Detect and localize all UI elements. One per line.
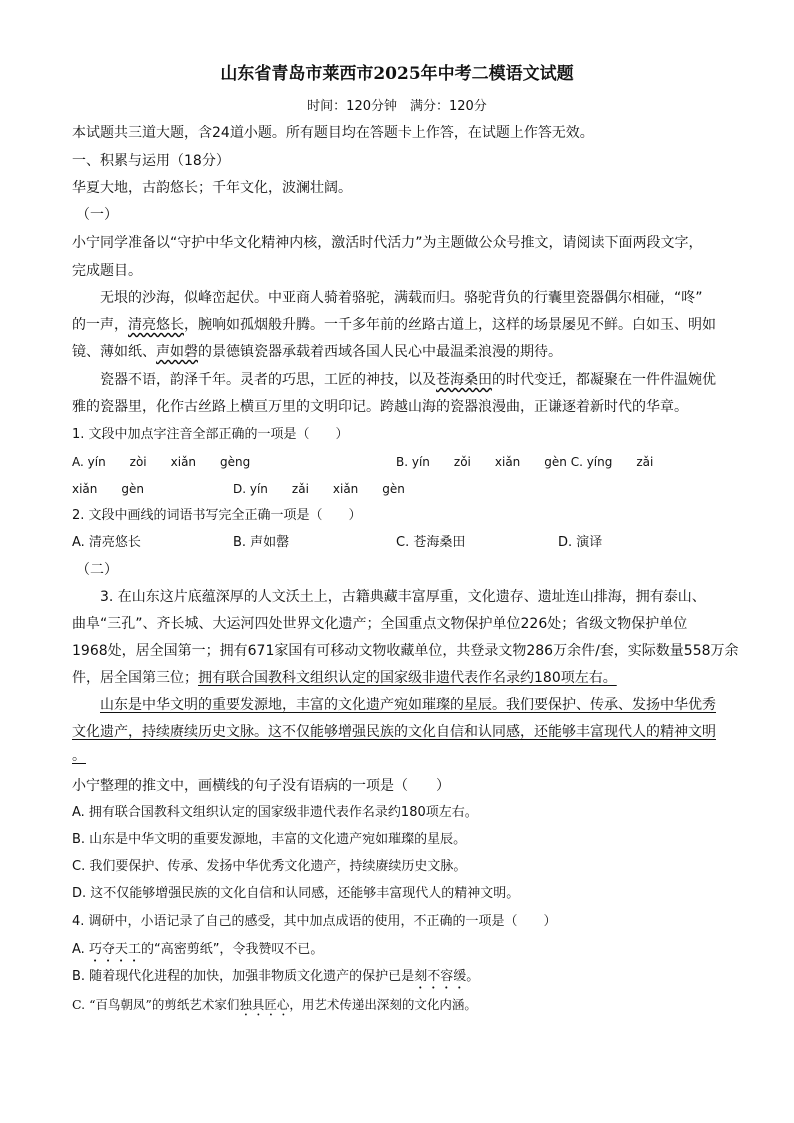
question-4-stem: 4. 调研中，小语记录了自己的感受，其中加点成语的使用，不正确的一项是（ ） bbox=[72, 914, 557, 929]
dotted-idiom: 独具匠心 bbox=[239, 997, 290, 1012]
passage-line: 曲阜“三孔”、齐长城、大运河四处世界文化遗产；全国重点文物保护单位226处；省级文物保护单位 bbox=[72, 616, 688, 632]
option-text: 。 bbox=[466, 969, 480, 984]
option-text: ，用艺术传递出深刻的文化内涵。 bbox=[289, 997, 477, 1012]
question-3-option-d: D. 这不仅能够增强民族的文化自信和认同感，还能够丰富现代人的精神文明。 bbox=[72, 886, 520, 901]
passage-text: ，腕响如孤烟般升腾。一千多年前的丝路古道上，这样的场景屡见不鲜。白如玉、明如 bbox=[184, 317, 716, 333]
part-label-1: （一） bbox=[76, 207, 118, 223]
dotted-idiom: 刻不容缓 bbox=[414, 969, 467, 984]
passage-line: 无垠的沙海，似峰峦起伏。中亚商人骑着骆驼，满载而归。骆驼背负的行囊里瓷器偶尔相碰，“咚” bbox=[100, 290, 703, 306]
underlined-sentence: 。 bbox=[72, 748, 86, 764]
question-1-stem: 1. 文段中加点字注音全部正确的一项是（ ） bbox=[72, 427, 349, 442]
page-title: 山东省青岛市莱西市2025年中考二模语文试题 bbox=[220, 64, 574, 84]
passage-line: 1968处，居全国第一；拥有671家国有可移动文物收藏单位，共登录文物286万余件/套，实际数量558万余 bbox=[72, 643, 739, 659]
passage-text: 的一声， bbox=[72, 317, 128, 333]
question-3-stem: 小宁整理的推文中，画横线的句子没有语病的一项是（ ） bbox=[72, 778, 450, 794]
question-2-option-d: D. 演译 bbox=[558, 535, 603, 550]
option-text: A. bbox=[72, 942, 89, 957]
passage-line bbox=[100, 695, 750, 715]
section-heading: 一、积累与运用（18分） bbox=[72, 153, 230, 169]
question-2-stem: 2. 文段中画线的词语书写完全正确一项是（ ） bbox=[72, 508, 362, 523]
passage-text: 的景德镇瓷器承载着西域各国人民心中最温柔浪漫的期待。 bbox=[198, 344, 562, 360]
passage-line bbox=[72, 315, 722, 335]
underlined-sentence: 这不仅能够增强民族的文化自信和认同感，还能够丰富现代人的精神文明 bbox=[268, 724, 716, 740]
underlined-word: 声如磬 bbox=[156, 344, 198, 360]
question-3-option-b: B. 山东是中华文明的重要发源地，丰富的文化遗产宛如璀璨的星辰。 bbox=[72, 832, 467, 847]
task-line-2: 完成题目。 bbox=[72, 263, 142, 279]
passage-line bbox=[72, 342, 722, 362]
question-1-option-c-cont: xiǎn gèn bbox=[72, 482, 145, 496]
question-1-option-a: A. yín zòi xiǎn gèng bbox=[72, 455, 251, 469]
underlined-word: 清亮悠长 bbox=[128, 317, 184, 333]
question-4-option-a bbox=[72, 940, 722, 965]
question-3-option-c: C. 我们要保护、传承、发扬中华优秀文化遗产，持续赓续历史文脉。 bbox=[72, 859, 467, 874]
question-2-option-c: C. 苍海桑田 bbox=[396, 535, 466, 550]
question-2-option-b: B. 声如罄 bbox=[233, 535, 290, 550]
underlined-word: 苍海桑田 bbox=[436, 372, 492, 388]
passage-text: 件，居全国第三位； bbox=[72, 670, 198, 686]
exam-time-info: 时间：120分钟 满分：120分 bbox=[307, 99, 487, 114]
passage-text: 瓷器不语，韵泽千年。灵者的巧思，工匠的神技，以及 bbox=[100, 372, 436, 388]
underlined-sentence: 山东是中华文明的重要发源地，丰富的文化遗产宛如璀璨的星辰。我们要保护、传承、发扬中华优秀 bbox=[100, 697, 716, 713]
task-line-1: 小宁同学准备以“守护中华文化精神内核，激活时代活力”为主题做公众号推文，请阅读下面两段文字， bbox=[72, 235, 703, 251]
passage-line bbox=[72, 722, 722, 742]
question-4-option-c bbox=[72, 995, 722, 1019]
option-text: B. 随着现代化进程的加快，加强非物质文化遗产的保护已是 bbox=[72, 969, 415, 984]
exam-instructions: 本试题共三道大题，含24道小题。所有题目均在答题卡上作答，在试题上作答无效。 bbox=[72, 125, 594, 141]
question-4-option-b bbox=[72, 967, 722, 992]
underlined-sentence: 文化遗产，持续赓续历史文脉。 bbox=[72, 724, 268, 740]
part-label-2: （二） bbox=[76, 562, 118, 578]
passage-line bbox=[72, 746, 722, 766]
question-2-option-a: A. 清亮悠长 bbox=[72, 535, 141, 550]
option-text: 的“高密剪纸”，令我赞叹不已。 bbox=[140, 942, 324, 957]
section-theme: 华夏大地，古韵悠长；千年文化，波澜壮阔。 bbox=[72, 180, 352, 196]
passage-text: 的时代变迁，都凝聚在一件件温婉优 bbox=[492, 372, 716, 388]
option-text: C. “百鸟朝凤”的剪纸艺术家们 bbox=[72, 997, 240, 1012]
dotted-idiom: 巧夺天工 bbox=[88, 942, 141, 957]
passage-line: 3. 在山东这片底蕴深厚的人文沃土上，古籍典藏丰富厚重，文化遗存、遗址连山排海，拥有泰山、 bbox=[100, 589, 706, 605]
question-1-option-d: D. yín zǎi xiǎn gèn bbox=[233, 482, 405, 496]
passage-line bbox=[72, 668, 722, 688]
passage-line bbox=[100, 370, 750, 390]
passage-text: 镜、薄如纸、 bbox=[72, 344, 156, 360]
question-1-option-bc: B. yín zǒi xiǎn gèn C. yíng zǎi bbox=[396, 455, 654, 469]
question-3-option-a: A. 拥有联合国教科文组织认定的国家级非遗代表作名录约180项左右。 bbox=[72, 805, 478, 820]
underlined-sentence: 拥有联合国教科文组织认定的国家级非遗代表作名录约180项左右。 bbox=[198, 670, 617, 686]
passage-line: 雅的瓷器里，化作古丝路上横亘万里的文明印记。跨越山海的瓷器浪漫曲，正谦逐着新时代的华章。 bbox=[72, 399, 688, 415]
